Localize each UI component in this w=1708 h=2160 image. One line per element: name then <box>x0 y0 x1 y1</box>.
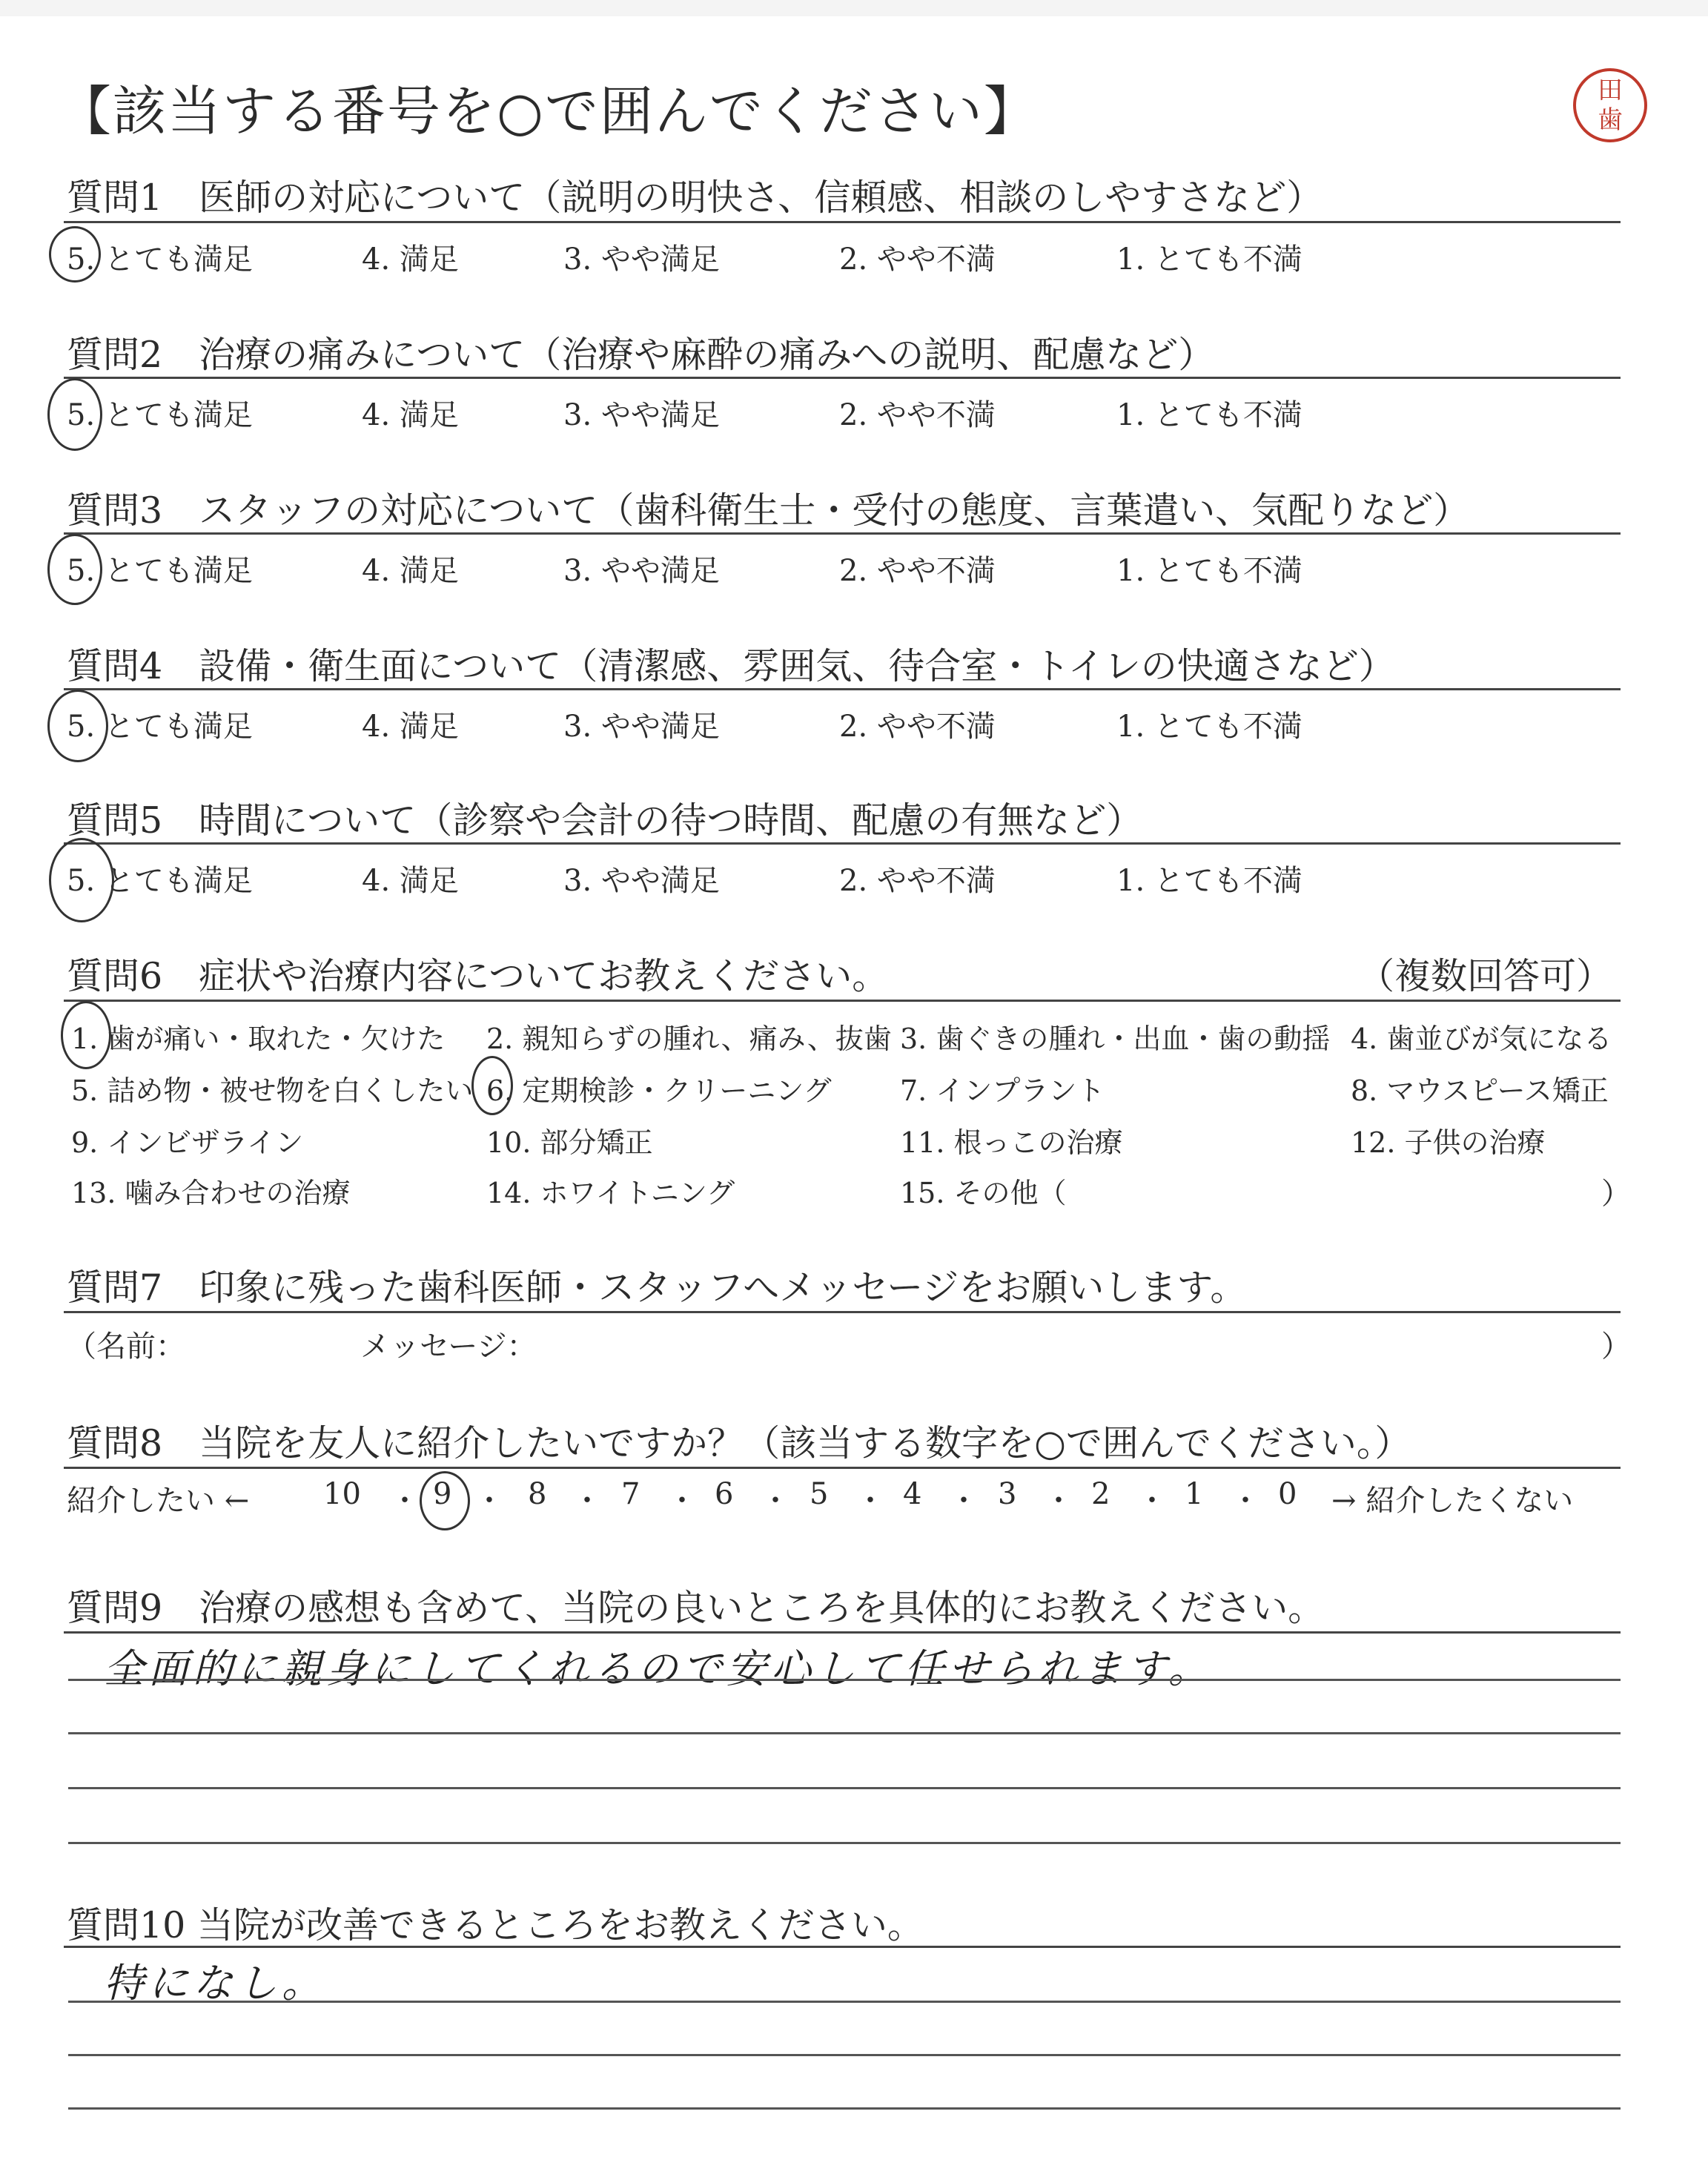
symptom-14[interactable]: 14. ホワイトニング <box>486 1177 735 1209</box>
q5-option-4[interactable]: 4. 満足 <box>362 864 459 898</box>
question-9-rule <box>64 1631 1621 1634</box>
symptom-12[interactable]: 12. 子供の治療 <box>1351 1126 1546 1159</box>
symptom-4[interactable]: 4. 歯並びが気になる <box>1351 1023 1612 1055</box>
stamp-line-1: 田 <box>1598 76 1623 105</box>
q8-sep: ・ <box>667 1484 697 1518</box>
q4-option-1[interactable]: 1. とても不満 <box>1116 710 1302 744</box>
symptom-8[interactable]: 8. マウスピース矯正 <box>1351 1074 1609 1107</box>
q8-sep: ・ <box>761 1484 790 1518</box>
q2-option-3[interactable]: 3. やや満足 <box>563 398 720 432</box>
q8-num-1[interactable]: 1 <box>1185 1477 1204 1511</box>
question-10-rule <box>64 1946 1621 1948</box>
symptom-2[interactable]: 2. 親知らずの腫れ、痛み、抜歯 <box>486 1023 892 1055</box>
q5-option-2[interactable]: 2. やや不満 <box>839 864 996 898</box>
q8-num-4[interactable]: 4 <box>903 1477 922 1511</box>
symptom-1-selection-circle <box>61 1001 111 1069</box>
q8-num-6[interactable]: 6 <box>715 1477 734 1511</box>
q3-option-1[interactable]: 1. とても不満 <box>1116 554 1302 588</box>
scan-edge <box>0 0 1708 16</box>
question-8-title: 質問8 当院を友人に紹介したいですか？（該当する数字を○で囲んでください。） <box>67 1422 1411 1464</box>
q8-num-3[interactable]: 3 <box>998 1477 1017 1511</box>
question-10-title: 質問10 当院が改善できるところをお教えください。 <box>67 1904 924 1946</box>
q10-handwritten-answer: 特になし。 <box>104 1960 326 2007</box>
question-2-title: 質問2 治療の痛みについて（治療や麻酔の痛みへの説明、配慮など） <box>67 334 1215 376</box>
question-4-title: 質問4 設備・衛生面について（清潔感、雰囲気、待合室・トイレの快適さなど） <box>67 645 1395 687</box>
question-1-rule <box>64 221 1621 223</box>
q8-sep: ・ <box>855 1484 885 1518</box>
q8-num-9[interactable]: 9 <box>433 1477 452 1511</box>
q10-answer-line-2 <box>68 2054 1621 2056</box>
symptom-15[interactable]: 15. その他（ <box>900 1177 1067 1209</box>
q8-left-label: 紹介したい ← <box>67 1484 250 1518</box>
question-7-title: 質問7 印象に残った歯科医師・スタッフへメッセージをお願いします。 <box>67 1266 1247 1309</box>
q4-option-4[interactable]: 4. 満足 <box>362 710 459 744</box>
q2-option-1[interactable]: 1. とても不満 <box>1116 398 1302 432</box>
clinic-seal-stamp <box>1573 68 1647 142</box>
q5-selection-circle <box>49 838 114 922</box>
q4-option-2[interactable]: 2. やや不満 <box>839 710 996 744</box>
q3-option-5[interactable]: 5. とても満足 <box>67 554 253 588</box>
q1-option-5[interactable]: 5. とても満足 <box>67 242 253 277</box>
q10-answer-line-3 <box>68 2107 1621 2110</box>
question-6-note: （複数回答可） <box>1358 955 1613 997</box>
q9-answer-line-4 <box>68 1842 1621 1844</box>
q8-sep: ・ <box>1137 1484 1167 1518</box>
symptom-6[interactable]: 6. 定期検診・クリーニング <box>486 1074 832 1107</box>
question-4-rule <box>64 688 1621 690</box>
q9-answer-line-2 <box>68 1732 1621 1734</box>
symptom-15-close: ） <box>1601 1177 1631 1211</box>
symptom-1[interactable]: 1. 歯が痛い・取れた・欠けた <box>71 1023 446 1055</box>
question-3-title: 質問3 スタッフの対応について（歯科衛生士・受付の態度、言葉遣い、気配りなど） <box>67 489 1470 532</box>
q2-selection-circle <box>47 378 102 451</box>
q8-num-10[interactable]: 10 <box>323 1477 361 1511</box>
q8-sep: ・ <box>390 1484 420 1518</box>
q4-selection-circle <box>47 690 108 762</box>
q1-option-1[interactable]: 1. とても不満 <box>1116 242 1302 277</box>
q3-option-2[interactable]: 2. やや不満 <box>839 554 996 588</box>
q2-option-2[interactable]: 2. やや不満 <box>839 398 996 432</box>
q5-option-1[interactable]: 1. とても不満 <box>1116 864 1302 898</box>
symptom-10[interactable]: 10. 部分矯正 <box>486 1126 653 1159</box>
q8-num-2[interactable]: 2 <box>1091 1477 1110 1511</box>
q8-num-0[interactable]: 0 <box>1278 1477 1297 1511</box>
symptom-13[interactable]: 13. 噛み合わせの治療 <box>71 1177 351 1209</box>
q5-option-3[interactable]: 3. やや満足 <box>563 864 720 898</box>
question-6-rule <box>64 1000 1621 1002</box>
question-8-rule <box>64 1467 1621 1469</box>
q9-answer-line-3 <box>68 1787 1621 1789</box>
symptom-11[interactable]: 11. 根っこの治療 <box>900 1126 1123 1159</box>
question-5-rule <box>64 842 1621 845</box>
q7-name-label: （名前： <box>67 1330 185 1364</box>
q1-option-4[interactable]: 4. 満足 <box>362 242 459 277</box>
stamp-line-2: 歯 <box>1598 105 1623 135</box>
q3-selection-circle <box>47 534 102 605</box>
q1-option-3[interactable]: 3. やや満足 <box>563 242 720 277</box>
q8-num-5[interactable]: 5 <box>810 1477 829 1511</box>
q2-option-5[interactable]: 5. とても満足 <box>67 398 253 432</box>
q8-sep: ・ <box>1231 1484 1260 1518</box>
q4-option-3[interactable]: 3. やや満足 <box>563 710 720 744</box>
symptom-6-selection-circle <box>471 1056 513 1115</box>
q9-answer-line-1 <box>68 1679 1621 1681</box>
q8-num-7[interactable]: 7 <box>621 1477 640 1511</box>
q9-handwritten-answer: 全面的に親身にしてくれるので安心して任せられます。 <box>104 1645 1213 1692</box>
q8-sep: ・ <box>572 1484 602 1518</box>
symptom-3[interactable]: 3. 歯ぐきの腫れ・出血・歯の動揺 <box>900 1023 1331 1055</box>
q8-sep: ・ <box>474 1484 504 1518</box>
q3-option-3[interactable]: 3. やや満足 <box>563 554 720 588</box>
question-9-title: 質問9 治療の感想も含めて、当院の良いところを具体的にお教えください。 <box>67 1587 1325 1629</box>
q7-close: ） <box>1601 1330 1631 1364</box>
question-3-rule <box>64 532 1621 535</box>
q2-option-4[interactable]: 4. 満足 <box>362 398 459 432</box>
q10-answer-line-1 <box>68 2001 1621 2003</box>
question-7-rule <box>64 1311 1621 1313</box>
question-5-title: 質問5 時間について（診察や会計の待つ時間、配慮の有無など） <box>67 799 1143 842</box>
question-6-title: 質問6 症状や治療内容についてお教えください。 <box>67 955 889 997</box>
symptom-7[interactable]: 7. インプラント <box>900 1074 1105 1107</box>
q8-sep: ・ <box>1044 1484 1073 1518</box>
q8-right-label: → 紹介したくない <box>1331 1484 1574 1518</box>
q3-option-4[interactable]: 4. 満足 <box>362 554 459 588</box>
symptom-9[interactable]: 9. インビザライン <box>71 1126 304 1159</box>
form-heading: 【該当する番号を○で囲んでください】 <box>58 80 1039 142</box>
q5-option-5[interactable]: 5. とても満足 <box>67 864 253 898</box>
q8-sep: ・ <box>949 1484 979 1518</box>
question-2-rule <box>64 377 1621 379</box>
q4-option-5[interactable]: 5. とても満足 <box>67 710 253 744</box>
q8-selection-circle <box>420 1471 470 1530</box>
q1-option-2[interactable]: 2. やや不満 <box>839 242 996 277</box>
q1-selection-circle <box>49 226 101 283</box>
q8-num-8[interactable]: 8 <box>528 1477 547 1511</box>
symptom-5[interactable]: 5. 詰め物・被せ物を白くしたい <box>71 1074 474 1107</box>
question-1-title: 質問1 医師の対応について（説明の明快さ、信頼感、相談のしやすさなど） <box>67 176 1323 219</box>
q7-message-label: メッセージ： <box>360 1330 537 1364</box>
